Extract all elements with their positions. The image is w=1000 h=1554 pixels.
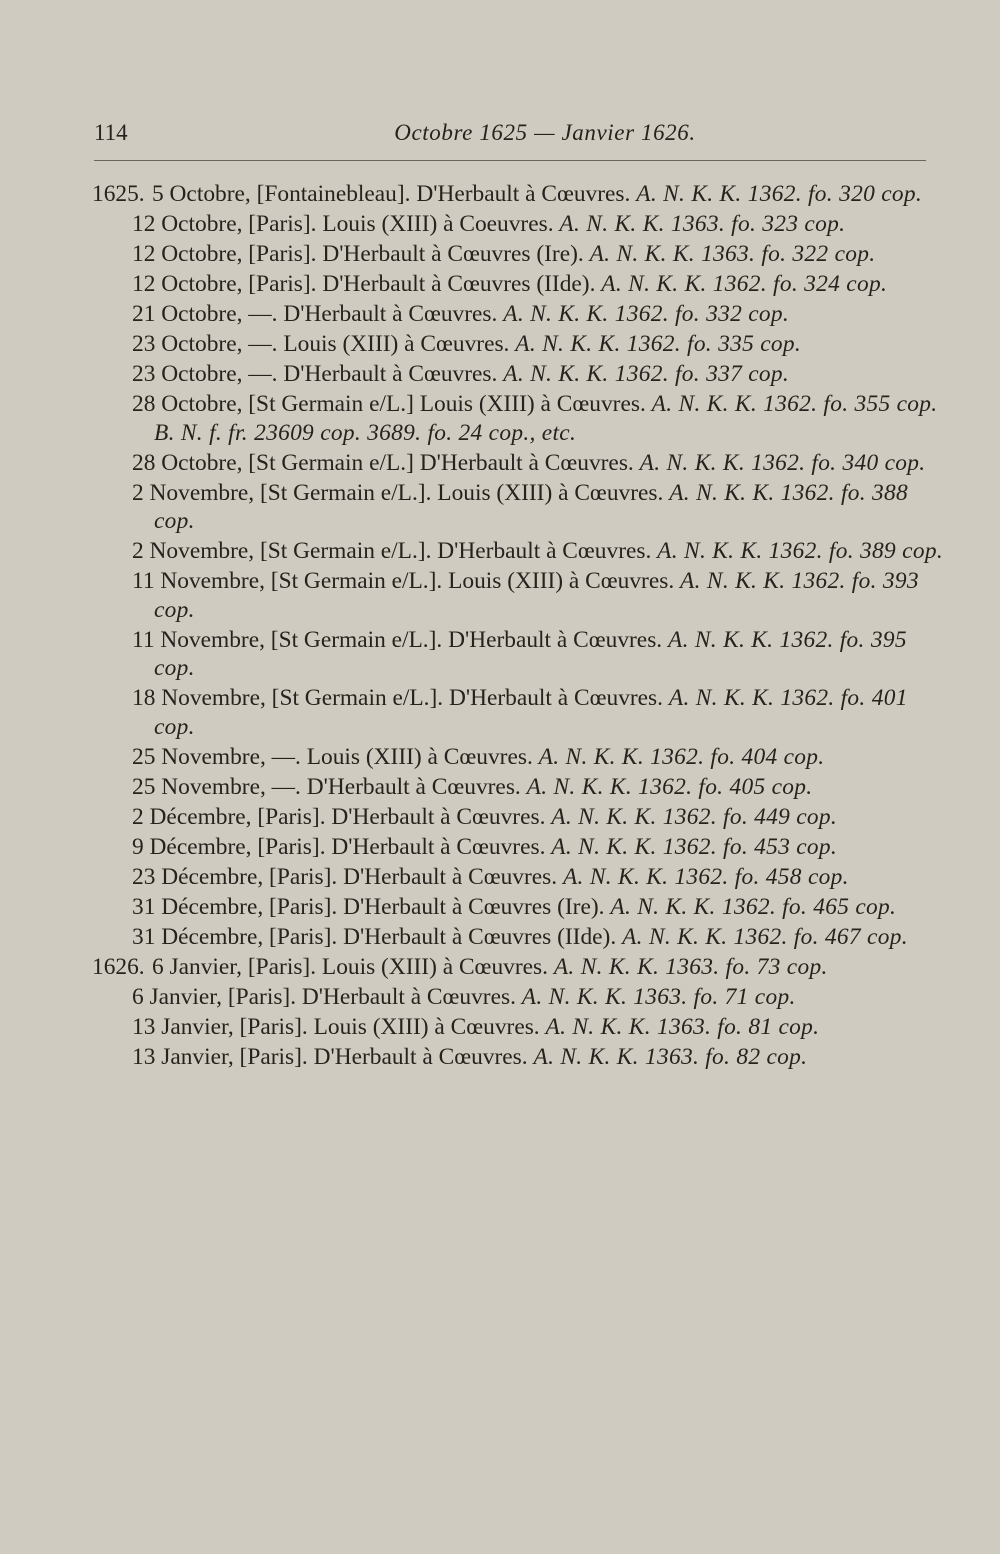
archive-reference: A. N. K. K. 1363. fo. 81 cop. — [545, 1014, 820, 1040]
letter-description: 12 Octobre, [Paris]. D'Herbault à Cœuvres (Ire). — [132, 241, 584, 267]
archive-reference: A. N. K. K. 1363. fo. 322 cop. — [589, 241, 876, 267]
archive-reference: A. N. K. K. 1362. fo. 388 cop. — [154, 479, 909, 535]
archive-reference: A. N. K. K. 1362. fo. 335 cop. — [515, 331, 802, 357]
archive-reference: A. N. K. K. 1363. fo. 82 cop. — [533, 1044, 808, 1070]
letter-description: 31 Décembre, [Paris]. D'Herbault à Cœuvres (Ire). — [132, 894, 605, 920]
archive-reference: A. N. K. K. 1362. fo. 337 cop. — [503, 361, 790, 387]
archive-reference: A. N. K. K. 1362. fo. 404 cop. — [538, 744, 825, 770]
archive-reference: A. N. K. K. 1363. fo. 323 cop. — [559, 211, 846, 237]
letter-description: 2 Novembre, [St Germain e/L.]. Louis (XIII) à Cœuvres. — [132, 479, 664, 506]
letter-description: 11 Novembre, [St Germain e/L.]. D'Herbault à Cœuvres. — [132, 626, 663, 653]
letter-description: 31 Décembre, [Paris]. D'Herbault à Cœuvres (IIde). — [132, 924, 617, 950]
letter-description: 25 Novembre, —. D'Herbault à Cœuvres. — [132, 774, 521, 800]
archive-reference: A. N. K. K. 1362. fo. 340 cop. — [639, 449, 926, 476]
archive-reference: A. N. K. K. 1362. fo. 389 cop. — [657, 538, 943, 565]
page-header — [94, 120, 926, 154]
letter-description: 5 Octobre, [Fontainebleau]. D'Herbault à Cœuvres. — [152, 181, 631, 207]
letter-description: 2 Décembre, [Paris]. D'Herbault à Cœuvres. — [132, 804, 546, 830]
archive-reference: A. N. K. K. 1362. fo. 453 cop. — [551, 834, 838, 860]
page-number: 114 — [94, 120, 128, 145]
letter-description: 13 Janvier, [Paris]. Louis (XIII) à Cœuvres. — [132, 1014, 540, 1040]
letter-description: 23 Octobre, —. Louis (XIII) à Cœuvres. — [132, 331, 510, 357]
letter-description: 9 Décembre, [Paris]. D'Herbault à Cœuvres. — [132, 834, 546, 860]
archive-reference: A. N. K. K. 1362. fo. 401 cop. — [154, 685, 908, 740]
letter-description: 21 Octobre, —. D'Herbault à Cœuvres. — [132, 301, 498, 327]
letter-description: 25 Novembre, —. Louis (XIII) à Cœuvres. — [132, 744, 533, 770]
year-label: 1625. — [92, 181, 145, 207]
letter-description: 6 Janvier, [Paris]. Louis (XIII) à Cœuvres. — [152, 954, 548, 980]
letter-description: 6 Janvier, [Paris]. D'Herbault à Cœuvres. — [132, 984, 516, 1010]
archive-reference: A. N. K. K. 1362. fo. 449 cop. — [551, 804, 838, 830]
letter-description: 11 Novembre, [St Germain e/L.]. Louis (XIII) à Cœuvres. — [132, 568, 675, 595]
letter-description: 23 Octobre, —. D'Herbault à Cœuvres. — [132, 361, 498, 387]
archive-reference: A. N. K. K. 1363. fo. 73 cop. — [553, 954, 828, 980]
running-title: Octobre 1625 — Janvier 1626. — [394, 120, 696, 145]
letter-description: 12 Octobre, [Paris]. D'Herbault à Cœuvres (IIde). — [132, 271, 596, 297]
archive-reference: A. N. K. K. 1362. fo. 355 cop. B. N. f. fr. 23609 cop. 3689. fo. 24 cop., etc. — [154, 391, 938, 446]
header-rule — [94, 160, 926, 161]
archive-reference: A. N. K. K. 1362. fo. 467 cop. — [622, 924, 908, 950]
archive-reference: A. N. K. K. 1362. fo. 395 cop. — [154, 626, 907, 682]
archive-reference: A. N. K. K. 1362. fo. 458 cop. — [562, 864, 849, 890]
archive-reference: A. N. K. K. 1362. fo. 405 cop. — [526, 774, 813, 800]
letter-description: 2 Novembre, [St Germain e/L.]. D'Herbault à Cœuvres. — [132, 538, 652, 565]
archive-reference: A. N. K. K. 1362. fo. 320 cop. — [636, 181, 923, 207]
letter-description: 12 Octobre, [Paris]. Louis (XIII) à Coeuvres. — [132, 211, 554, 237]
letter-description: 23 Décembre, [Paris]. D'Herbault à Cœuvres. — [132, 864, 558, 890]
archive-reference: A. N. K. K. 1363. fo. 71 cop. — [521, 984, 796, 1010]
year-label: 1626. — [92, 954, 145, 980]
letter-description: 13 Janvier, [Paris]. D'Herbault à Cœuvres. — [132, 1044, 528, 1070]
archive-reference: A. N. K. K. 1362. fo. 465 cop. — [610, 894, 897, 920]
archive-reference: A. N. K. K. 1362. fo. 332 cop. — [503, 301, 790, 327]
archive-reference: A. N. K. K. 1362. fo. 393 cop. — [154, 568, 919, 623]
letter-description: 18 Novembre, [St Germain e/L.]. D'Herbault à Cœuvres. — [132, 685, 664, 712]
archive-reference: A. N. K. K. 1362. fo. 324 cop. — [601, 271, 888, 297]
letter-description: 28 Octobre, [St Germain e/L.] D'Herbault à Cœuvres. — [132, 449, 634, 476]
letter-description: 28 Octobre, [St Germain e/L.] Louis (XIII) à Cœuvres. — [132, 391, 646, 417]
